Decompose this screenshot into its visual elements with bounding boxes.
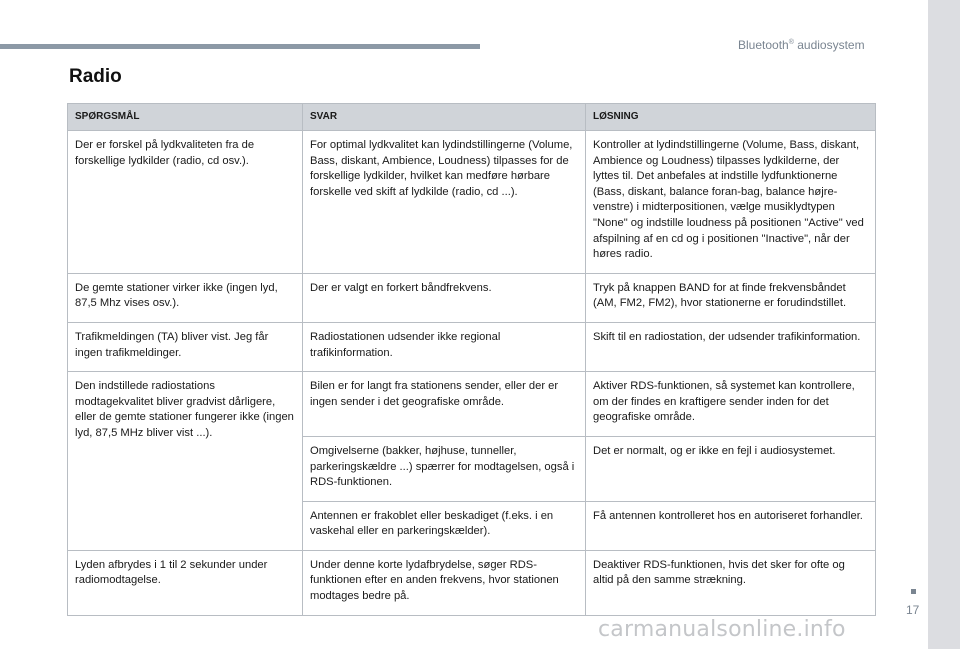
- question-cell: Trafikmeldingen (TA) bliver vist. Jeg får ingen trafikmeldinger.: [68, 322, 303, 371]
- answer-cell: Under denne korte lydafbrydelse, søger RDS-funktionen efter en anden frekvens, hvor stationen modtages bedre på.: [303, 550, 586, 615]
- answer-cell: For optimal lydkvalitet kan lydindstillingerne (Volume, Bass, diskant, Ambience, Loudness) tilpasses for de forskellige lydkilder, hvilket kan medføre hørbare forskelle ved skift af lydkilde (radio, cd ...).: [303, 131, 586, 274]
- chapter-title: Bluetooth® audiosystem: [738, 38, 865, 52]
- table-row: [68, 550, 876, 615]
- table-row: [68, 322, 876, 371]
- header-rule: [0, 44, 480, 49]
- watermark: carmanualsonline.info: [598, 617, 846, 642]
- column-header-solution: LØSNING: [586, 104, 876, 131]
- solution-cell: Få antennen kontrolleret hos en autoriseret forhandler.: [586, 501, 876, 550]
- question-cell: Der er forskel på lydkvaliteten fra de forskellige lydkilder (radio, cd osv.).: [68, 131, 303, 274]
- solution-cell: Det er normalt, og er ikke en fejl i audiosystemet.: [586, 436, 876, 501]
- troubleshooting-table: [67, 103, 876, 616]
- table-row: [68, 131, 876, 274]
- section-title: Radio: [69, 66, 122, 87]
- table-row: [68, 372, 876, 437]
- answer-cell: Antennen er frakoblet eller beskadiget (f.eks. i en vaskehal eller en parkeringskælder).: [303, 501, 586, 550]
- table-header-row: [68, 104, 876, 131]
- question-cell: Lyden afbrydes i 1 til 2 sekunder under radiomodtagelse.: [68, 550, 303, 615]
- solution-cell: Kontroller at lydindstillingerne (Volume, Bass, diskant, Ambience og Loudness) tilpasses lydkilderne, der lyttes til. Det anbefales at indstille lydfunktionerne (Bass, diskant, balance foran-bag, balance højre-venstre) i midterpositionen, vælge musiklydtypen "None" og indstille loudness på positionen "Active" ved afspilning af en cd og i positionen "Inactive", når der høres radio.: [586, 131, 876, 274]
- page-number: 17: [906, 603, 920, 617]
- solution-cell: Skift til en radiostation, der udsender trafikinformation.: [586, 322, 876, 371]
- answer-cell: Der er valgt en forkert båndfrekvens.: [303, 273, 586, 322]
- question-cell: De gemte stationer virker ikke (ingen lyd, 87,5 Mhz vises osv.).: [68, 273, 303, 322]
- answer-cell: Bilen er for langt fra stationens sender, eller der er ingen sender i det geografiske område.: [303, 372, 586, 437]
- page-edge-band: [928, 0, 960, 649]
- page-marker: [911, 589, 916, 594]
- answer-cell: Omgivelserne (bakker, højhuse, tunneller, parkeringskældre ...) spærrer for modtagelsen, også i RDS-funktionen.: [303, 436, 586, 501]
- column-header-question: SPØRGSMÅL: [68, 104, 303, 131]
- answer-cell: Radiostationen udsender ikke regional trafikinformation.: [303, 322, 586, 371]
- table-row: [68, 273, 876, 322]
- solution-cell: Tryk på knappen BAND for at finde frekvensbåndet (AM, FM2, FM2), hvor stationerne er forudindstillet.: [586, 273, 876, 322]
- solution-cell: Aktiver RDS-funktionen, så systemet kan kontrollere, om der findes en kraftigere sender inden for det geografiske område.: [586, 372, 876, 437]
- column-header-answer: SVAR: [303, 104, 586, 131]
- solution-cell: Deaktiver RDS-funktionen, hvis det sker for ofte og altid på den samme strækning.: [586, 550, 876, 615]
- question-cell: Den indstillede radiostations modtagekvalitet bliver gradvist dårligere, eller de gemte stationer fungerer ikke (ingen lyd, 87,5 MHz bliver vist ...).: [68, 372, 303, 551]
